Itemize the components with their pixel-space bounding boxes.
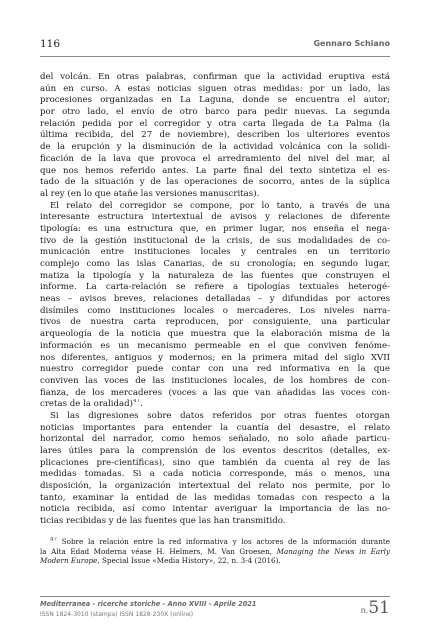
running-head-author: Gennaro Schiano: [313, 39, 390, 48]
body-line: medidas tomadas. Si a cada noticia corresponde, más o menos, una: [40, 469, 390, 480]
body-line: de la erupción y la disminución de la actividad volcánica con la solidi-: [40, 142, 390, 153]
body-line: nuestro corregidor puede contar con una red informativa en la que: [40, 364, 390, 375]
footnote-line: [40, 556, 390, 566]
page-footer: [40, 596, 390, 631]
body-line: noticia recibida, así como intentar averiguar la importancia de las no-: [40, 504, 390, 515]
body-line: noticias importantes para entender la cuantía del desastre, el relato: [40, 422, 390, 433]
body-line: del volcán. En otras palabras, confirman que la actividad eruptiva está: [40, 72, 390, 82]
body-line: matiza la tipología y la naturaleza de las fuentes que construyen el: [40, 270, 390, 281]
footnote-number: 47: [50, 537, 57, 543]
body-line: procesiones organizadas en La Laguna, donde se encuentra el autor;: [40, 95, 390, 106]
body-line: tivo de la gestión institucional de la crisis, de sus modalidades de co-: [40, 235, 390, 246]
body-line: informe. La carta-relación se refiere a tipologías textuales heterogé-: [40, 282, 390, 293]
page-number: 116: [40, 38, 61, 50]
issue-prefix: n.: [360, 606, 369, 615]
body-line: El relato del corregidor se compone, por lo tanto, a través de una: [50, 200, 390, 211]
body-line: por otro lado, el envío de otro barco para pedir nuevas. La segunda: [40, 107, 390, 118]
footnote-title: Managing the News in Early: [276, 546, 390, 556]
footnote: [40, 537, 390, 566]
body-line: lares útiles para la comprensión de los eventos descritos (detalles, ex-: [40, 446, 390, 456]
body-line: al rey (en lo que atañe las versiones manuscritas).: [40, 188, 260, 199]
footnote-reference-suffix: .: [140, 399, 143, 410]
footnote-text: la Alta Edad Moderna véase H. Helmers, M. Van Groesen,: [40, 546, 273, 556]
body-line: Si las digresiones sobre datos referidos por otras fuentes otorgan: [50, 410, 390, 421]
body-line: nos diferentes, antiguos y modernos; en la primera mitad del siglo XVII: [40, 352, 390, 363]
body-line-text: cretas de la oralidad): [40, 399, 134, 410]
body-line: aún en curso. A estas noticias siguen otras medidas: por un lado, las: [40, 83, 390, 94]
body-line: tivos de nuestra carta reproducen, por consiguiente, una particular: [40, 317, 390, 328]
body-line: ficación de la lava que provoca el arredramiento del nivel del mar, al: [40, 153, 390, 164]
body-line: última recibida, del 27 de noviembre), describen los ulteriores eventos: [40, 130, 390, 141]
issue-number: 51: [368, 598, 390, 618]
body-line: horizontal del narrador, como hemos señalado, no solo añade particu-: [40, 434, 390, 445]
body-line: arqueología de la noticia que muestra que la elaboración misma de la: [40, 329, 390, 340]
journal-citation: Mediterranea - ricerche storiche - Anno XVIII - Aprile 2021: [40, 600, 257, 608]
footnote-title: Modern Europe,: [40, 556, 100, 566]
body-line: tipología: es una estructura que, en primer lugar, nos enseña el nega-: [40, 223, 390, 234]
issue-folio: [361, 598, 390, 618]
body-line: interesante estructura intertextual de avisos y relaciones de diferente: [40, 212, 390, 223]
body-line: disímiles como instituciones locales o mercaderes. Los niveles narra-: [40, 305, 390, 316]
body-line: información es un mecanismo permeable en el que conviven fenóme-: [40, 340, 390, 351]
body-line: tado de la situación y de las operaciones de socorro, antes de la súplica: [40, 177, 390, 188]
footnote-reference[interactable]: 47: [133, 399, 141, 405]
body-line: tanto, examinar la entidad de las medidas tomadas con respecto a la: [40, 492, 390, 503]
body-line: conviven las voces de las instituciones locales, de los hombres de con-: [40, 375, 390, 386]
issn-info: ISSN 1824-3010 (stampa) ISSN 1828-230X (online): [40, 611, 194, 618]
body-line: relación pedida por el corregidor y otra carta llegada de La Palma (la: [40, 118, 390, 129]
body-line: municación entre instituciones locales y centrales en un territorio: [40, 247, 390, 258]
body-line: complejo como las islas Canarias, de su cronología; en segundo lugar,: [40, 259, 390, 269]
footnote-line: [40, 547, 390, 557]
body-line: disposición, la organización intertextual del relato nos permite, por lo: [40, 481, 390, 492]
body-line: neas – avisos breves, relaciones detalladas – y difundidas por actores: [40, 294, 390, 305]
body-line: plicaciones pre-científicas), sino que también da cuenta al rey de las: [40, 457, 390, 468]
footnote-text: Special Issue «Media History», 22, n. 3-4 (2016).: [101, 556, 281, 566]
body-line: que nos hemos referido antes. La parte final del texto sintetiza el es-: [40, 165, 390, 176]
page-header: [40, 38, 390, 57]
body-line-with-footnote-ref: [40, 399, 390, 411]
footnote-line: [40, 537, 390, 547]
article-body: [40, 72, 390, 528]
body-line: ticias recibidas y de las fuentes que las han transmitido.: [40, 516, 286, 527]
body-line: fianza, de los mercaderes (voces a las que van añadidas las voces con-: [40, 387, 390, 398]
footnote-text: Sobre la relación entre la red informativa y los actores de la información durante: [61, 537, 390, 546]
